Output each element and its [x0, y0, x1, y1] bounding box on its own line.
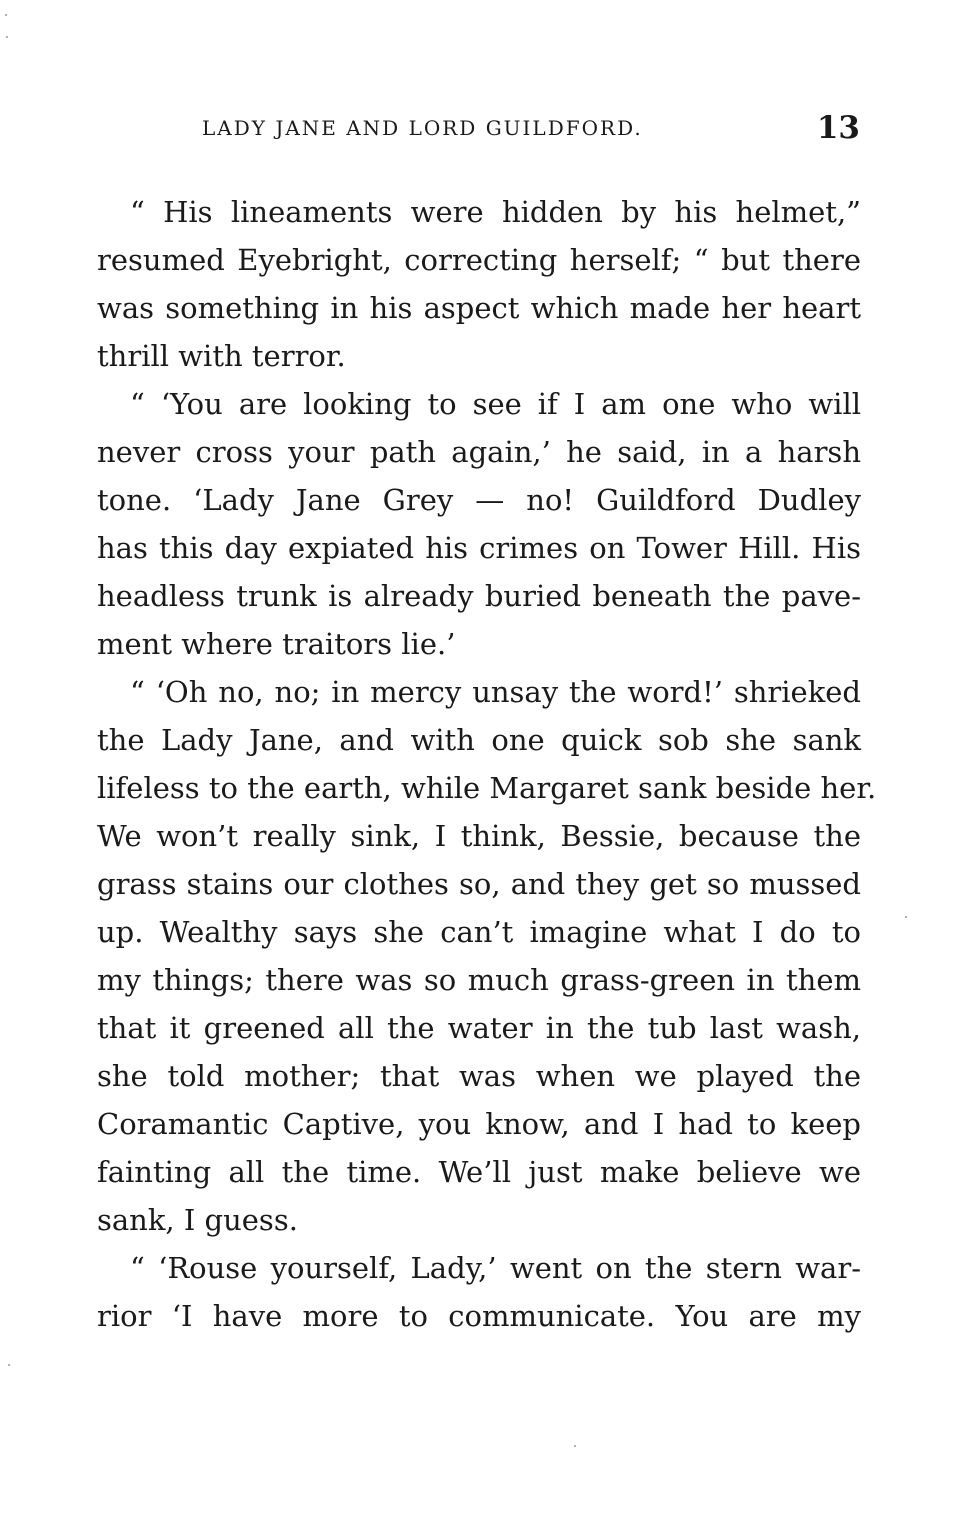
- text-line: thrill with terror.: [97, 339, 346, 373]
- text-line: ment where traitors lie.’: [97, 627, 456, 661]
- running-head: [202, 110, 860, 150]
- text-line: that it greened all the water in the tub last wash,: [97, 1011, 861, 1045]
- text-line: Coramantic Captive, you know, and I had to keep: [97, 1107, 861, 1141]
- text-line: resumed Eyebright, correcting herself; “ but there: [97, 243, 861, 277]
- scan-speck: [6, 36, 8, 38]
- body-text: [97, 188, 877, 1340]
- text-line: fainting all the time. We’ll just make believe we: [97, 1155, 861, 1189]
- text-line: “ His lineaments were hidden by his helmet,”: [130, 195, 861, 229]
- scan-speck: [8, 1364, 10, 1366]
- scan-speck: [905, 916, 907, 918]
- page-number: 13: [816, 110, 860, 146]
- text-line: sank, I guess.: [97, 1203, 298, 1237]
- text-line: headless trunk is already buried beneath the pave-: [97, 579, 861, 613]
- text-line: tone. ‘Lady Jane Grey — no! Guildford Dudley: [97, 483, 861, 517]
- text-line: “ ‘Rouse yourself, Lady,’ went on the stern war-: [130, 1251, 861, 1285]
- text-line: the Lady Jane, and with one quick sob she sank: [97, 723, 861, 757]
- text-line: has this day expiated his crimes on Tower Hill. His: [97, 531, 861, 565]
- text-line: “ ‘Oh no, no; in mercy unsay the word!’ shrieked: [130, 675, 861, 709]
- text-line: my things; there was so much grass-green in them: [97, 963, 861, 997]
- paragraph: [97, 188, 861, 380]
- scan-speck: [5, 14, 7, 16]
- text-line: never cross your path again,’ he said, in a harsh: [97, 435, 861, 469]
- paragraph: [97, 668, 877, 1244]
- text-line: We won’t really sink, I think, Bessie, because the: [97, 819, 861, 853]
- paragraph: [97, 380, 861, 668]
- text-line: lifeless to the earth, while Margaret sank beside her.: [97, 771, 877, 805]
- running-title: LADY JANE AND LORD GUILDFORD.: [202, 116, 643, 140]
- text-line: grass stains our clothes so, and they get so mussed: [97, 867, 861, 901]
- scan-speck: [574, 1445, 576, 1447]
- text-line: rior ‘I have more to communicate. You are my: [97, 1299, 861, 1333]
- text-line: “ ‘You are looking to see if I am one who will: [130, 387, 861, 421]
- text-line: she told mother; that was when we played the: [97, 1059, 861, 1093]
- paragraph: [97, 1244, 861, 1340]
- text-line: was something in his aspect which made her heart: [97, 291, 861, 325]
- text-line: up. Wealthy says she can’t imagine what I do to: [97, 915, 861, 949]
